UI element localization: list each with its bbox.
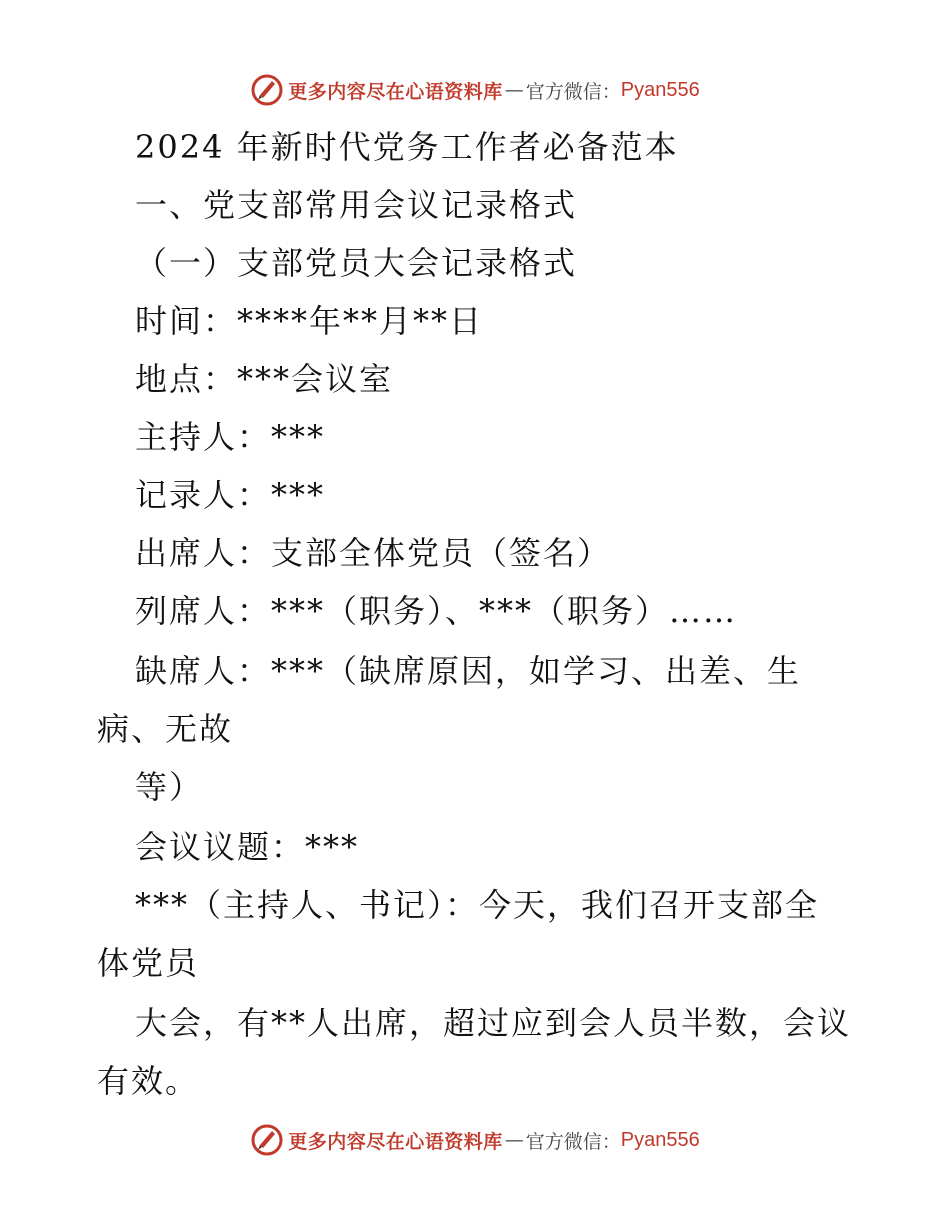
meeting-location: 地点：***会议室 bbox=[135, 360, 394, 398]
meeting-absentees-line-2: 病、无故 bbox=[97, 710, 234, 748]
meeting-observers: 列席人：***（职务）、***（职务）…… bbox=[135, 592, 738, 630]
meeting-agenda: 会议议题：*** bbox=[135, 828, 360, 866]
brand-logo-icon bbox=[250, 1123, 284, 1157]
speech-line-3: 大会，有**人出席，超过应到会人员半数，会议 bbox=[135, 1004, 852, 1042]
header-watermark bbox=[0, 70, 950, 110]
speech-line-2: 体党员 bbox=[97, 944, 200, 982]
brand-logo-icon bbox=[250, 73, 284, 107]
footer-watermark bbox=[0, 1120, 950, 1160]
watermark-brand-text: 更多内容尽在心语资料库 bbox=[288, 80, 503, 103]
speech-line-1: ***（主持人、书记）：今天，我们召开支部全 bbox=[135, 886, 820, 924]
section-heading: 一、党支部常用会议记录格式 bbox=[135, 186, 578, 224]
meeting-absentees-line-3: 等） bbox=[135, 768, 204, 806]
meeting-recorder: 记录人：*** bbox=[135, 476, 326, 514]
watermark-wechat-id: Pyan556 bbox=[620, 1128, 700, 1151]
watermark-brand-text: 更多内容尽在心语资料库 bbox=[288, 1130, 503, 1153]
speech-line-4: 有效。 bbox=[97, 1062, 200, 1100]
meeting-attendees: 出席人：支部全体党员（签名） bbox=[135, 534, 612, 572]
meeting-host: 主持人：*** bbox=[135, 418, 326, 456]
meeting-time: 时间：****年**月**日 bbox=[135, 302, 484, 340]
watermark-wechat-label: 官方微信： bbox=[525, 80, 621, 103]
watermark-wechat-id: Pyan556 bbox=[620, 78, 700, 101]
watermark-separator: — bbox=[504, 1129, 524, 1151]
document-title: 2024 年新时代党务工作者必备范本 bbox=[135, 128, 679, 166]
watermark-separator: — bbox=[504, 79, 524, 101]
subsection-heading: （一）支部党员大会记录格式 bbox=[135, 244, 578, 282]
meeting-absentees-line-1: 缺席人：***（缺席原因，如学习、出差、生 bbox=[135, 652, 802, 690]
watermark-wechat-label: 官方微信： bbox=[525, 1130, 621, 1153]
